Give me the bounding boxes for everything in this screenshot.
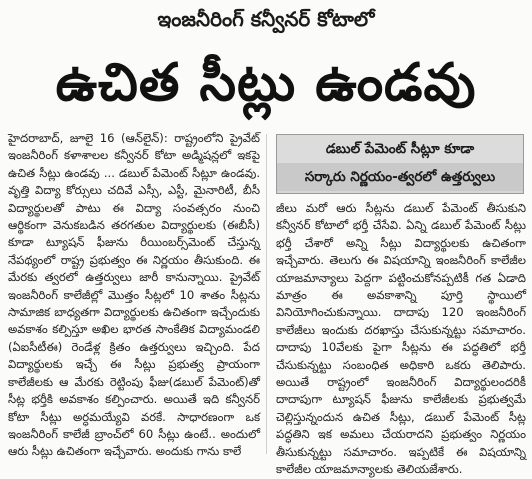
column-divider: [266, 134, 267, 454]
article-subhead-box: [276, 134, 524, 194]
article-kicker: ఇంజనీరింగ్ కన్వీనర్ కోటాలో: [157, 7, 375, 31]
article-body-right-column: జీలు మరో ఆరు సీట్లను డబుల్ పేమెంట్ తీసుకుని కన్వీనర్ కోటాలో భర్తీ చేసేవి. ఏన్ని డబుల్ పేమెంట్ సీట్లు భర్తీ చేశారో అన్ని సీట్లు విద్యార్థులకు ఉచితంగా ఇచ్చేవారు. తెలుగు ఈ విషయాన్ని ఇంజనీరింగ్ కాలేజీల యాజమాన్యాలు పెద్దగా పట్టించుకోనప్పటికీ గత ఏడాది మాత్రం ఈ అవకాశాన్ని పూర్తి స్థాయిలో వినియోగించుకున్నాయి. దాదాపు 120 ఇంజనీరింగ్ కాలేజీలు ఇందుకు దరఖాస్తు చేసుకున్నట్టు సమాచారం. దాదాపు 10వేలకు పైగా సీట్లను ఈ పద్ధతిలో భర్తీ చేసుకున్నట్టు సంబంధిత అధికారి ఒకరు తెలిపారు. అయితే రాష్ట్రంలో ఇంజనీరింగ్ విద్యార్థులందరికీ దాదాపుగా ట్యూషన్ ఫీజును కాలేజీలకు ప్రభుత్వమే చెల్లిస్తున్నందున ఉచిత సీట్లు, డబుల్ పేమెంట్ సీట్ల పద్ధతిని ఇక అమలు చేయరాదని ప్రభుత్వం నిర్ణయం తీసుకున్నట్టు సమాచారం. ఇప్పటికే ఈ విషయాన్ని కాలేజీల యాజమాన్యాలకు తెలియజేశారు.: [276, 201, 526, 477]
article-body-left-text: రాష్ట్రంలోని ప్రైవేట్ ఇంజనీరింగ్ కళాశాలల కన్వీనర్ కోటా అడ్మిషన్లలో ఇకపై ఉచిత సీట్లు ఉండవు ... డబుల్ పేమెంట్ సీట్లూ ఉండవు. వృత్తి విద్యా కోర్సులు చదివే ఎస్సీ, ఎస్టీ, మైనారిటీ, బీసీ విద్యార్థులతో పాటు ఈ విద్యా సంవత్సరం నుంచి ఆర్థికంగా వెనుకబడిన తరగతుల విద్యార్థులకు (ఈబీసీ) కూడా ట్యూషన్ ఫీజును రీయింబర్స్‌మెంట్ చేస్తున్న నేపథ్యంలో రాష్ట్ర ప్రభుత్వం ఈ నిర్ణయం తీసుకుంది. ఈ మేరకు త్వరలో ఉత్తర్వులు జారీ కానున్నాయి. ప్రైవేట్ ఇంజనీరింగ్ కాలేజీల్లో మొత్తం సీట్లలో 10 శాతం సీట్లను సామాజిక బాధ్యతగా విద్యార్థులకు ఉచితంగా ఇచ్చేందుకు అవకాశం కల్పిస్తూ అఖిల భారత సాంకేతిక విద్యామండలి (ఏఐసీటీఈ) రెండేళ్ల క్రితం ఉత్తర్వులు ఇచ్చింది. పేద విద్యార్థులకు ఇచ్చే ఈ సీట్లు ప్రభుత్వ ప్రాయంగా కాలేజీలకు ఆ మేరకు రెట్టింపు ఫీజు(డబుల్ పేమెంట్)తో సీట్ల భర్తీకి అవకాశం కల్పించారు. అయితే ఇది కన్వీనర్ కోటా సీట్లు అర్ధమయ్యేవి వరకే. సాధారణంగా ఒక ఇంజనీరింగ్ కాలేజీ బ్రాంచ్‌లో 60 సీట్లు ఉంటే.. అందులో ఆరు సీట్లు ఉచితంగా ఇచ్చేవారు. అందుకు గాను కాలే: [8, 131, 260, 459]
article-body-left-column: [8, 130, 260, 458]
article-headline: ఉచిత సీట్లు ఉండవు: [55, 53, 477, 113]
article-dateline: హైదరాబాద్, జూలై 16 (ఆన్‌లైన్):: [8, 131, 168, 145]
article-subhead-line-2: సర్కారు నిర్ణయం-త్వరలో ఉత్తర్వులు: [277, 163, 523, 191]
article-subhead-line-1: డబుల్ పేమెంట్ సీట్లూ కూడా: [277, 135, 523, 163]
